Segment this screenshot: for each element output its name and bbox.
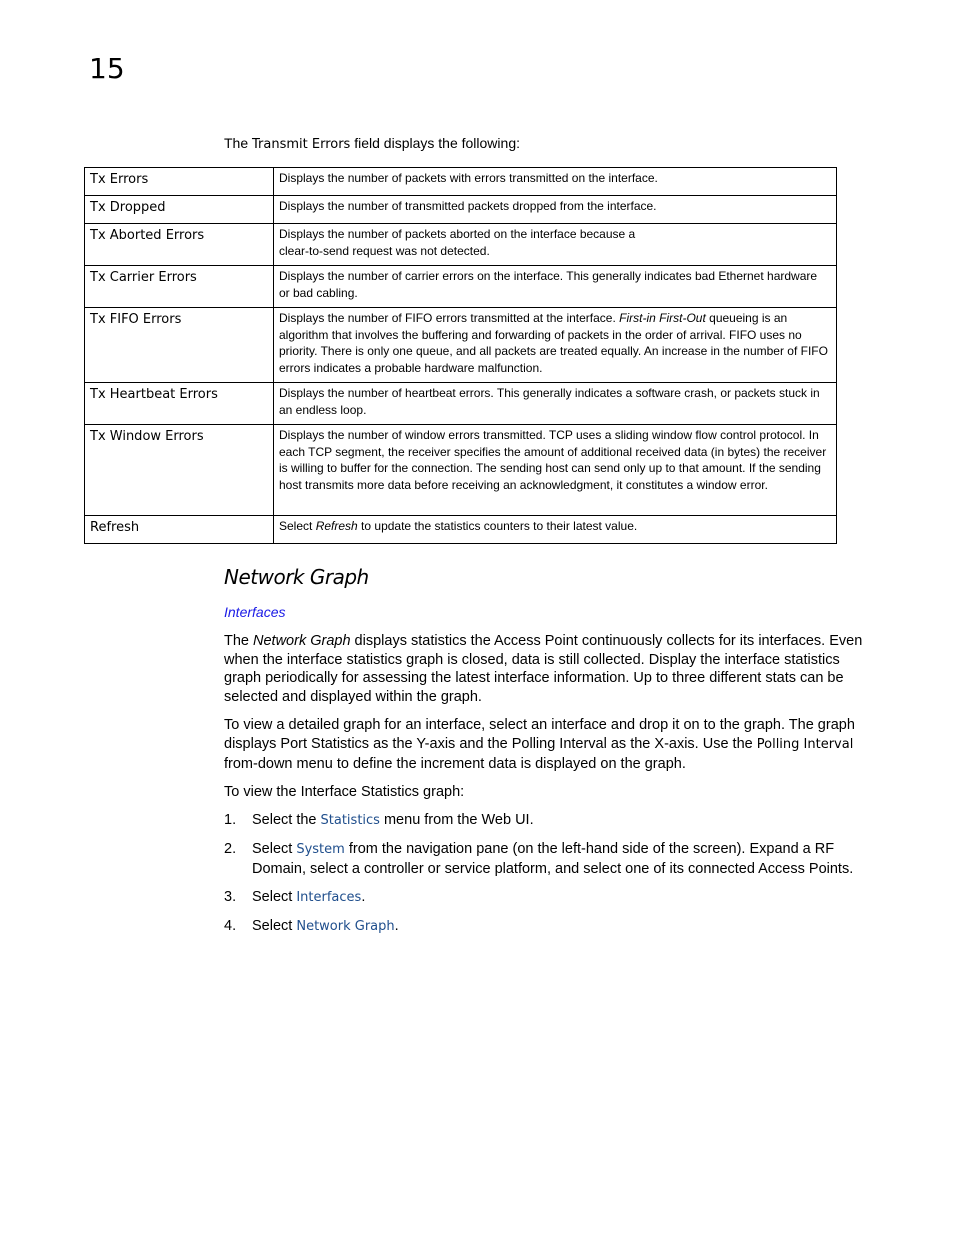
row-name: Tx Heartbeat Errors (85, 383, 274, 425)
network-graph-ref: Network Graph (296, 919, 395, 935)
table-row (85, 266, 837, 308)
section-heading: Network Graph (224, 565, 369, 589)
table-row (85, 224, 837, 266)
table-row (85, 308, 837, 383)
row-description: Displays the number of packets with errors transmitted on the interface. (274, 168, 837, 196)
transmit-errors-table (84, 167, 837, 544)
paragraph: To view the Interface Statistics graph: (224, 783, 465, 800)
list-item: 2. Select System from the navigation pane (on the left-hand side of the screen). Expand a RF Domain, select a controller or service platform, and select one of its connected Access Points. (224, 841, 854, 878)
row-description: Displays the number of packets aborted on the interface because a clear-to-send request was not detected. (274, 224, 837, 266)
section-body (224, 632, 869, 947)
table-row (85, 196, 837, 224)
row-description: Displays the number of window errors transmitted. TCP uses a sliding window flow control protocol. In each TCP segment, the receiver specifies the amount of additional received data (in bytes) the receiver is willing to buffer for the connection. The sending host can send only up to that amount. If the sending host transmits more data before receiving an acknowledgment, it constitutes a window error. (274, 425, 837, 516)
steps-list (224, 811, 869, 937)
intro-text: The Transmit Errors field displays the following: (224, 135, 520, 152)
paragraph: To view a detailed graph for an interface, select an interface and drop it on to the graph. The graph displays Port Statistics as the Y-axis and the Polling Interval as the X-axis. Use the Polling Interval from-down menu to define the increment data is displayed on the graph. (224, 717, 855, 772)
row-name: Tx Carrier Errors (85, 266, 274, 308)
table-row (85, 425, 837, 516)
list-item: 4. Select Network Graph. (224, 918, 399, 935)
row-description: Displays the number of carrier errors on the interface. This generally indicates bad Ethernet hardware or bad cabling. (274, 266, 837, 308)
field-name: Transmit Errors (252, 137, 351, 152)
table-row (85, 168, 837, 196)
row-description: Select Refresh to update the statistics counters to their latest value. (274, 516, 837, 544)
row-name: Tx Aborted Errors (85, 224, 274, 266)
row-description: Displays the number of FIFO errors transmitted at the interface. First-in First-Out queueing is an algorithm that involves the buffering and forwarding of packets in the order of arrival. FIFO uses no priority. There is only one queue, and all packets are treated equally. An increase in the number of FIFO errors indicates a probable hardware malfunction. (274, 308, 837, 383)
paragraph: The Network Graph displays statistics the Access Point continuously collects for its interfaces. Even when the interface statistics graph is closed, data is still collected. Display the interface statistics graph periodically for assessing the latest interface information. Up to three different stats can be selected and displayed within the graph. (224, 633, 863, 706)
row-name: Tx Window Errors (85, 425, 274, 516)
row-description: Displays the number of transmitted packets dropped from the interface. (274, 196, 837, 224)
table-row (85, 516, 837, 544)
row-description: Displays the number of heartbeat errors. This generally indicates a software crash, or packets stuck in an endless loop. (274, 383, 837, 425)
row-name: Tx FIFO Errors (85, 308, 274, 383)
row-name: Refresh (85, 516, 274, 544)
list-item: 3. Select Interfaces. (224, 889, 366, 906)
system-ref: System (296, 842, 345, 858)
table-row (85, 383, 837, 425)
statistics-menu-ref: Statistics (320, 813, 380, 829)
row-name: Tx Errors (85, 168, 274, 196)
chapter-number: 15 (89, 52, 125, 85)
interfaces-link[interactable]: Interfaces (224, 604, 286, 620)
interfaces-ref: Interfaces (296, 890, 362, 906)
row-name: Tx Dropped (85, 196, 274, 224)
list-item: 1. Select the Statistics menu from the Web UI. (224, 812, 534, 829)
